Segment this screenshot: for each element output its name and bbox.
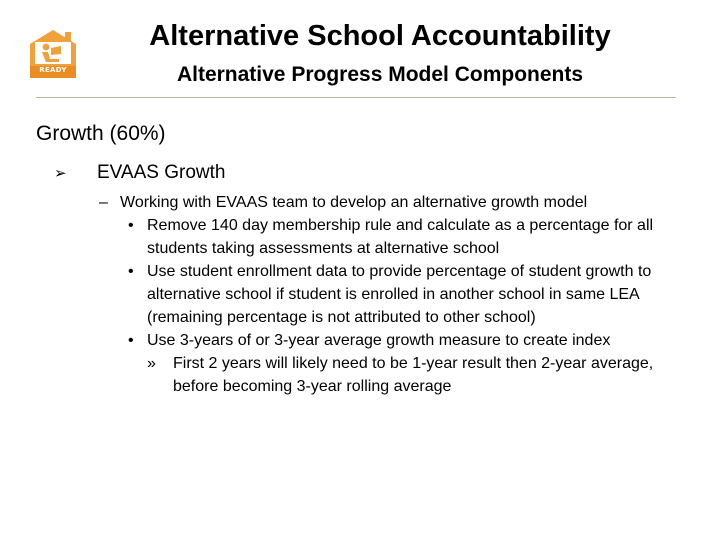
double-chevron-bullet-icon: » [147, 355, 156, 372]
logo-text: READY [39, 66, 67, 74]
arrow-bullet-icon: ➢ [54, 164, 67, 182]
list-item-label: EVAAS Growth [97, 162, 226, 183]
list-item-label: Remove 140 day membership rule and calculate as a percentage for all students taking assessments at alternative school [147, 217, 654, 257]
list-item-bullet [36, 329, 686, 352]
dash-bullet-icon: – [99, 194, 108, 211]
bullet-icon: • [128, 332, 134, 349]
bullet-icon: • [128, 217, 134, 234]
list-item-bullet [36, 260, 686, 329]
list-item-label: Use student enrollment data to provide percentage of student growth to alternative school if student is enrolled in another school in same LEA (remaining percentage is not attributed to other school) [147, 263, 652, 326]
list-item-bullet [36, 214, 686, 260]
bullet-icon: • [128, 263, 134, 280]
list-item-subbullet [36, 352, 686, 398]
header-divider [36, 97, 676, 98]
list-item-label: Working with EVAAS team to develop an alternative growth model [120, 194, 588, 211]
page-title: Alternative School Accountability [149, 20, 611, 52]
ready-logo [28, 28, 80, 82]
list-item-sub [36, 191, 686, 214]
list-item-label: Use 3-years of or 3-year average growth measure to create index [147, 332, 611, 349]
list-item-evaas-growth [36, 159, 686, 187]
page-subtitle: Alternative Progress Model Components [176, 63, 584, 86]
list-item-label: First 2 years will likely need to be 1-year result then 2-year average, before becoming 3-year rolling average [173, 355, 654, 395]
slide-content [36, 118, 686, 398]
section-heading: Growth (60%) [36, 122, 166, 145]
